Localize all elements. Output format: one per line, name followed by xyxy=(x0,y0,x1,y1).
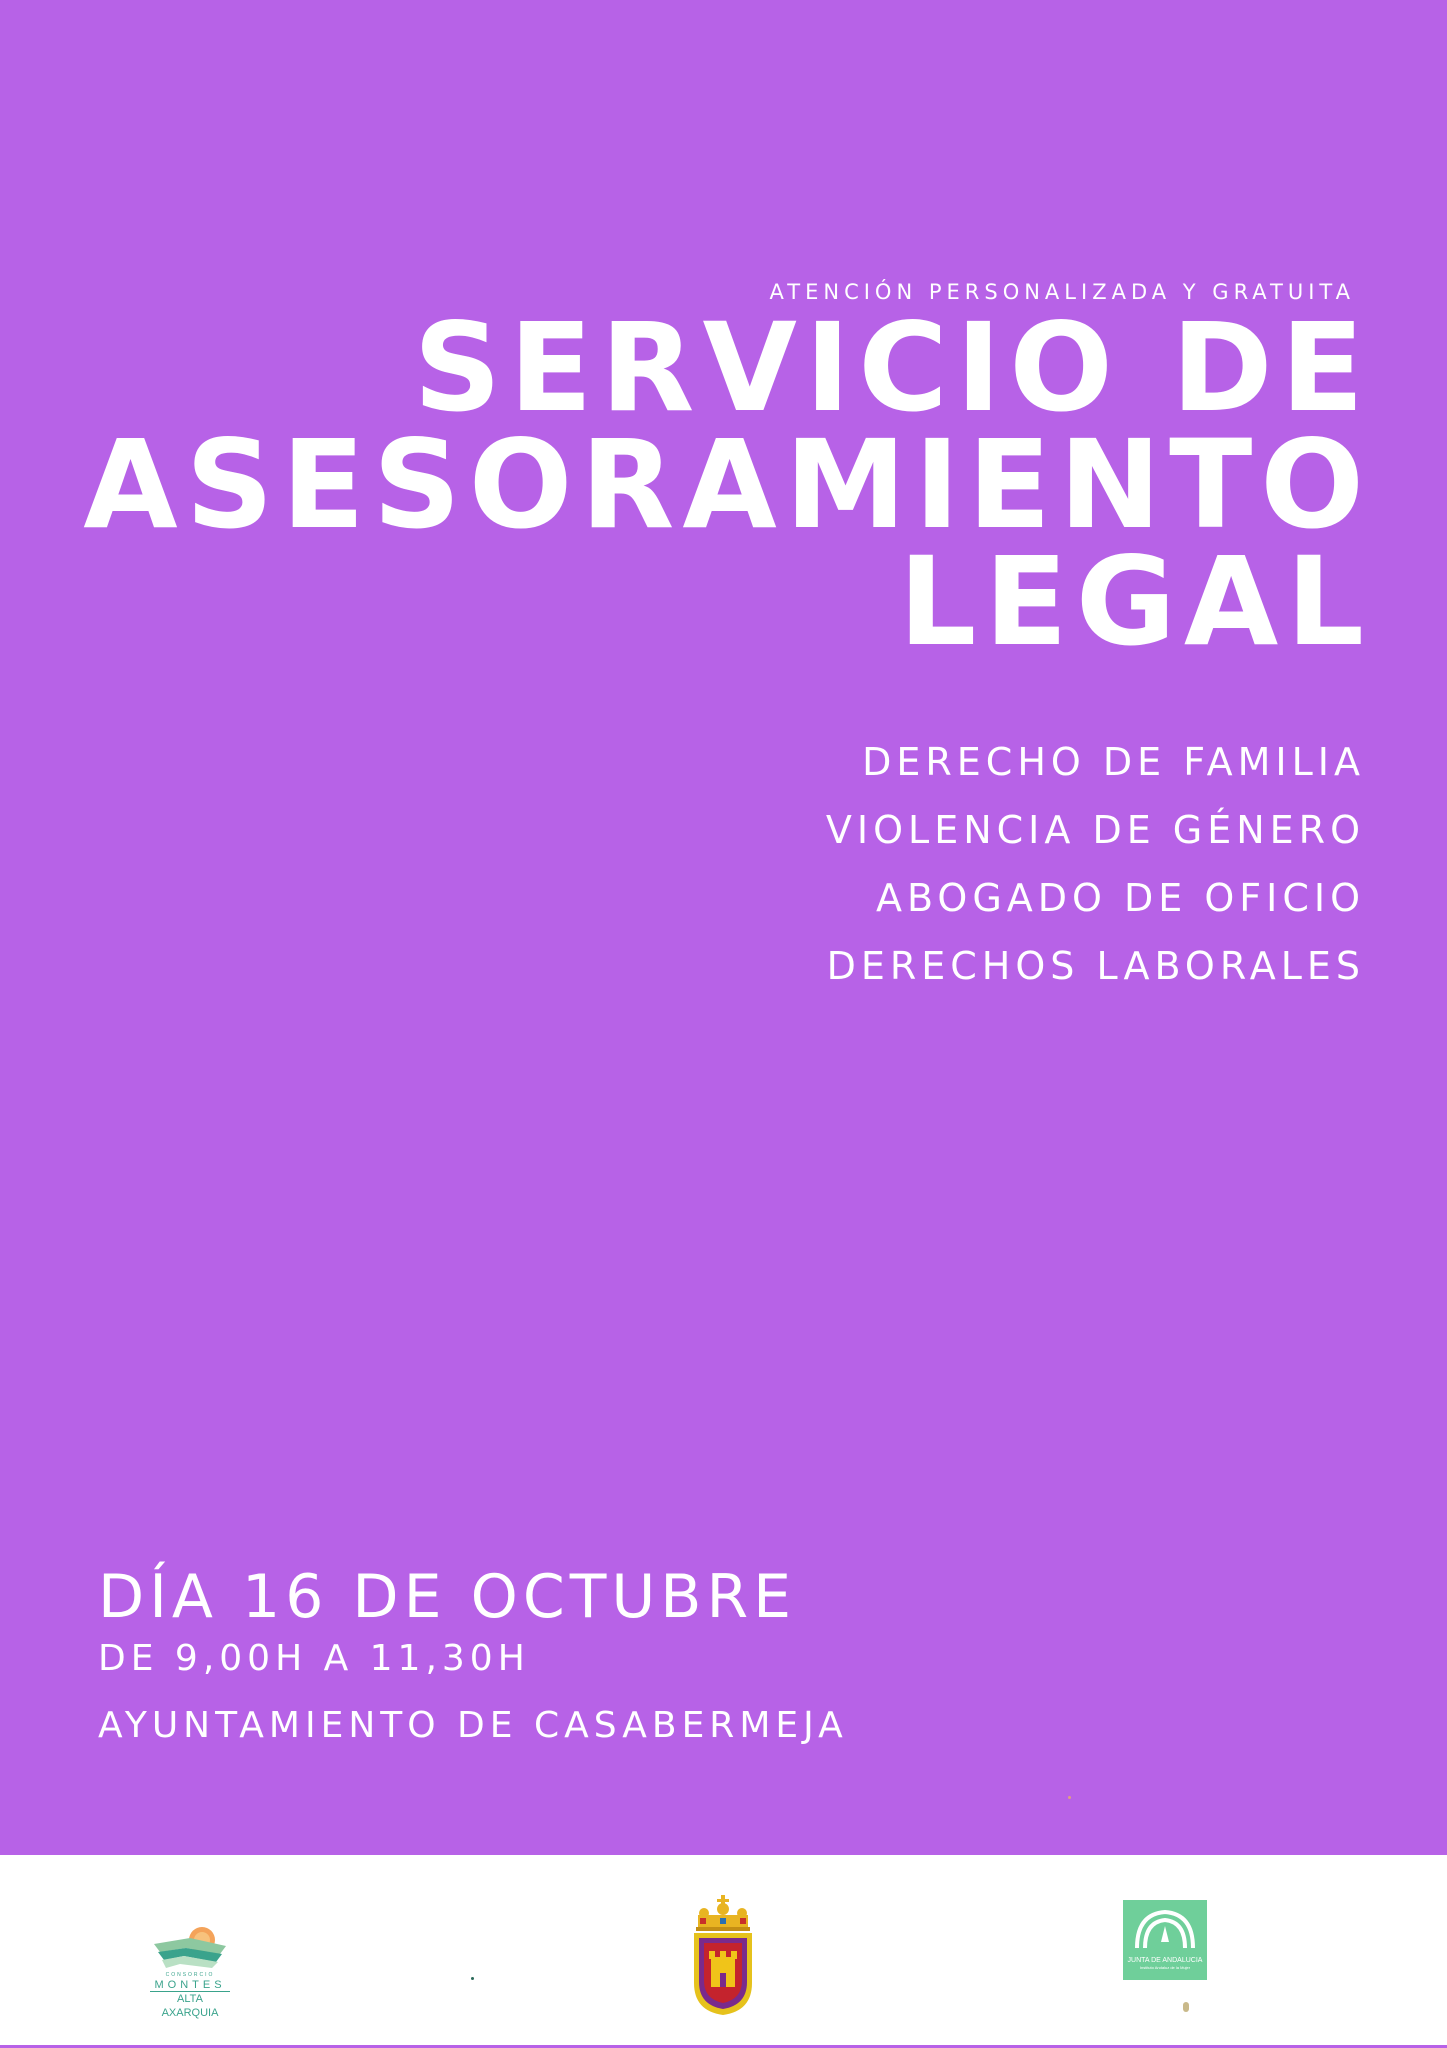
junta-logo-name: JUNTA DE ANDALUCIA xyxy=(1127,1957,1203,1964)
event-time: DE 9,00H A 11,30H xyxy=(98,1638,530,1679)
page-title xyxy=(83,297,1372,673)
montes-logo-name: ALTA AXARQUIA xyxy=(161,1993,219,2019)
junta-logo-sub: Instituto Andaluz de la Mujer xyxy=(1139,1965,1191,1970)
montes-logo-mid: MONTES xyxy=(150,1979,230,1992)
montes-alta-axarquia-logo xyxy=(150,1922,230,2019)
event-place: AYUNTAMIENTO DE CASABERMEJA xyxy=(98,1705,848,1746)
junta-logo-text xyxy=(1123,1956,1207,1971)
casabermeja-coat-of-arms-icon xyxy=(690,1893,756,2017)
tagline: ATENCIÓN PERSONALIZADA Y GRATUITA xyxy=(769,280,1355,304)
decorative-dot xyxy=(471,1977,474,1980)
service-item: ABOGADO DE OFICIO xyxy=(876,876,1365,920)
montes-logo-small: CONSORCIO xyxy=(165,1972,215,1978)
decorative-dot xyxy=(1183,2002,1189,2012)
junta-de-andalucia-logo xyxy=(1123,1900,1207,1980)
title-line-3: LEGAL xyxy=(898,531,1372,673)
title-line-1: SERVICIO DE xyxy=(413,297,1372,439)
montes-logo-text xyxy=(150,1972,230,2020)
title-line-2: ASESORAMIENTO xyxy=(83,414,1372,556)
montes-logo-mark-icon xyxy=(150,1922,230,1972)
service-item: DERECHOS LABORALES xyxy=(826,944,1365,988)
decorative-dot xyxy=(1068,1796,1071,1799)
service-item: DERECHO DE FAMILIA xyxy=(862,740,1365,784)
services-list xyxy=(826,728,1365,1000)
junta-arch-icon xyxy=(1123,1900,1207,1956)
service-item: VIOLENCIA DE GÉNERO xyxy=(825,808,1365,852)
event-date: DÍA 16 DE OCTUBRE xyxy=(98,1562,797,1632)
